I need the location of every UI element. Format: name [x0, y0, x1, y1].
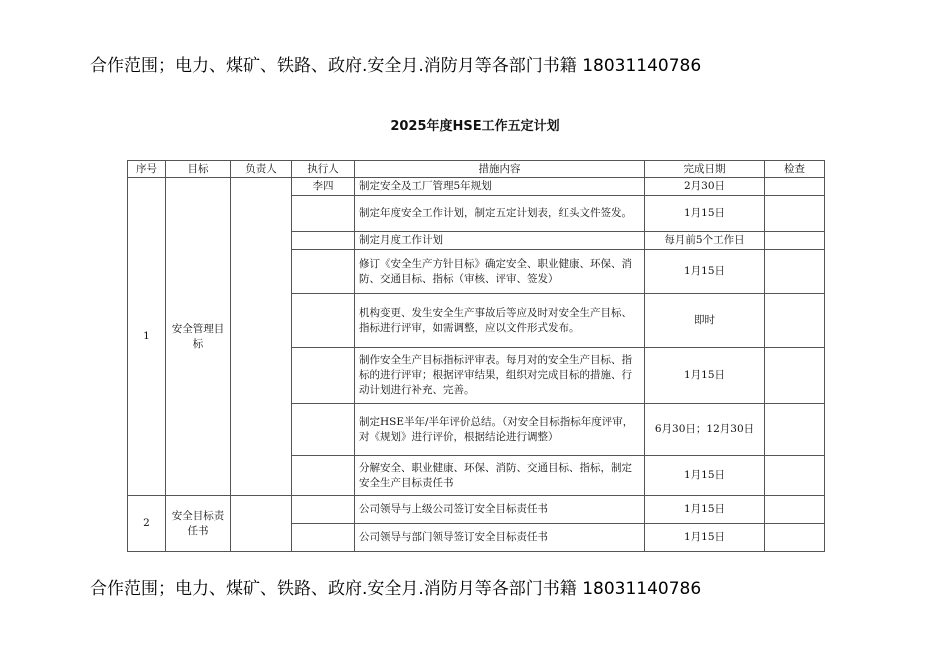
- date-cell: 1月15日: [645, 496, 765, 524]
- measure-cell: 公司领导与部门领导签订安全目标责任书: [355, 524, 645, 552]
- executor-cell: [292, 524, 355, 552]
- promo-banner-top: 合作范围；电力、煤矿、铁路、政府.安全月.消防月等各部门书籍 18031140786: [90, 56, 702, 76]
- table-row: [128, 496, 825, 524]
- check-cell: [765, 524, 825, 552]
- header-owner: 负责人: [231, 161, 292, 178]
- group-goal: 安全管理目标: [166, 178, 231, 496]
- promo-banner-bottom: 合作范围；电力、煤矿、铁路、政府.安全月.消防月等各部门书籍 18031140786: [90, 579, 702, 599]
- check-cell: [765, 404, 825, 456]
- executor-cell: 李四: [292, 178, 355, 196]
- check-cell: [765, 250, 825, 294]
- executor-cell: [292, 232, 355, 250]
- header-executor: 执行人: [292, 161, 355, 178]
- measure-cell: 公司领导与上级公司签订安全目标责任书: [355, 496, 645, 524]
- header-measure: 措施内容: [355, 161, 645, 178]
- executor-cell: [292, 294, 355, 348]
- header-no: 序号: [128, 161, 166, 178]
- date-cell: 1月15日: [645, 196, 765, 232]
- group-owner: [231, 178, 292, 496]
- header-check: 检查: [765, 161, 825, 178]
- executor-cell: [292, 496, 355, 524]
- document-title: 2025年度HSE工作五定计划: [390, 119, 560, 134]
- check-cell: [765, 456, 825, 496]
- measure-cell: 制定安全及工厂管理5年规划: [355, 178, 645, 196]
- check-cell: [765, 348, 825, 404]
- executor-cell: [292, 196, 355, 232]
- group-goal: 安全目标责任书: [166, 496, 231, 552]
- executor-cell: [292, 456, 355, 496]
- measure-cell: 制作安全生产目标指标评审表。每月对的安全生产目标、指标的进行评审；根据评审结果，组织对完成目标的措施、行动计划进行补充、完善。: [355, 348, 645, 404]
- group-owner: [231, 496, 292, 552]
- executor-cell: [292, 250, 355, 294]
- check-cell: [765, 232, 825, 250]
- measure-cell: 修订《安全生产方针目标》确定安全、职业健康、环保、消防、交通目标、指标（审核、评审、签发）: [355, 250, 645, 294]
- plan-table: [127, 160, 825, 552]
- measure-cell: 制定HSE半年/半年评价总结。（对安全目标指标年度评审，对《规划》进行评价，根据结论进行调整）: [355, 404, 645, 456]
- date-cell: 1月15日: [645, 348, 765, 404]
- executor-cell: [292, 348, 355, 404]
- date-cell: 1月15日: [645, 250, 765, 294]
- check-cell: [765, 178, 825, 196]
- group-number: 1: [128, 178, 166, 496]
- date-cell: 6月30日；12月30日: [645, 404, 765, 456]
- table-header-row: [128, 161, 825, 178]
- measure-cell: 机构变更、发生安全生产事故后等应及时对安全生产目标、指标进行评审，如需调整，应以文件形式发布。: [355, 294, 645, 348]
- header-date: 完成日期: [645, 161, 765, 178]
- check-cell: [765, 294, 825, 348]
- check-cell: [765, 496, 825, 524]
- date-cell: 1月15日: [645, 524, 765, 552]
- date-cell: 2月30日: [645, 178, 765, 196]
- check-cell: [765, 196, 825, 232]
- measure-cell: 分解安全、职业健康、环保、消防、交通目标、指标，制定安全生产目标责任书: [355, 456, 645, 496]
- table-row: [128, 178, 825, 196]
- measure-cell: 制定月度工作计划: [355, 232, 645, 250]
- measure-cell: 制定年度安全工作计划，制定五定计划表，红头文件签发。: [355, 196, 645, 232]
- date-cell: 每月前5个工作日: [645, 232, 765, 250]
- date-cell: 1月15日: [645, 456, 765, 496]
- date-cell: 即时: [645, 294, 765, 348]
- header-goal: 目标: [166, 161, 231, 178]
- executor-cell: [292, 404, 355, 456]
- group-number: 2: [128, 496, 166, 552]
